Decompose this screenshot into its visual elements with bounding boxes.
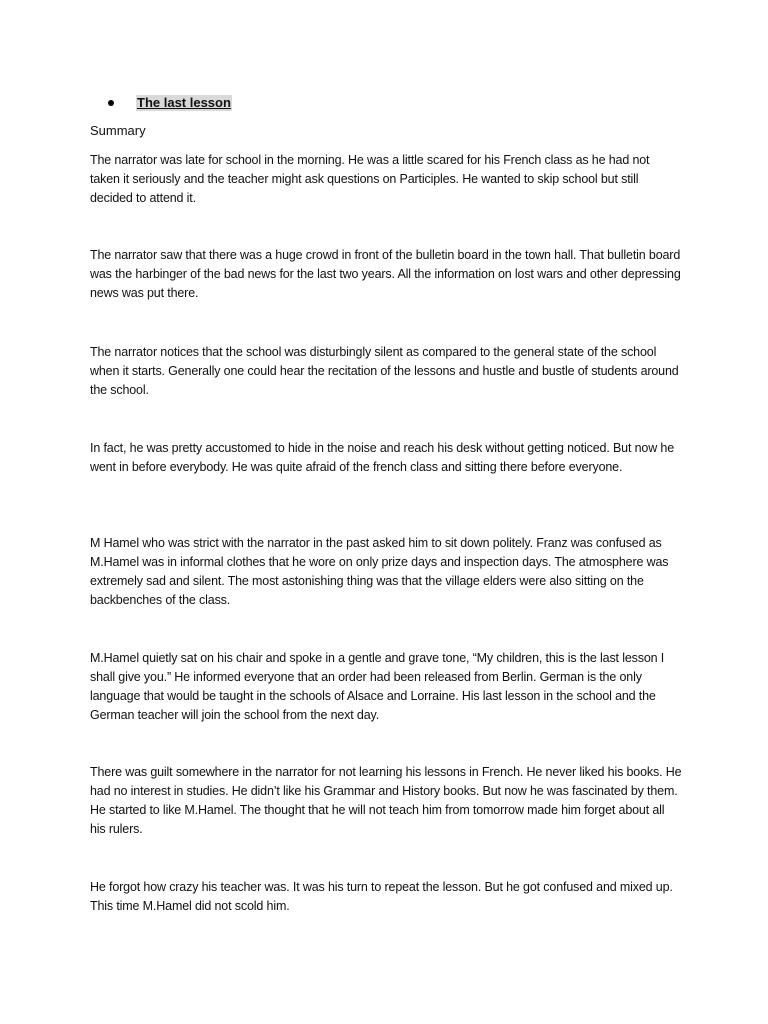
- paragraph: In fact, he was pretty accustomed to hide in the noise and reach his desk without getting noticed. But now he went in before everybody. He was quite afraid of the french class and sitting there before everyone.: [90, 441, 675, 474]
- document-heading: The last lesson: [137, 95, 231, 110]
- paragraph: M Hamel who was strict with the narrator in the past asked him to sit down politely. Franz was confused as M.Hamel was in informal clothes that he wore on only prize days and inspection days. The atmosphere was extremely sad and silent. The most astonishing thing was that the village elders were also sitting on the backbenches of the class.: [90, 536, 669, 607]
- paragraph: The narrator saw that there was a huge crowd in front of the bulletin board in the town hall. That bulletin board was the harbinger of the bad news for the last two years. All the information on lost wars and other depressing news was put there.: [90, 248, 681, 300]
- paragraph: The narrator notices that the school was disturbingly silent as compared to the general state of the school when it starts. Generally one could hear the recitation of the lessons and hustle and bustle of students around the school.: [90, 345, 679, 397]
- paragraph: There was guilt somewhere in the narrator for not learning his lessons in French. He never liked his books. He had no interest in studies. He didn’t like his Grammar and History books. But now he was fascinated by them. He started to like M.Hamel. The thought that he will not teach him from tomorrow made him forget about all his rulers.: [90, 765, 682, 836]
- paragraph: He forgot how crazy his teacher was. It was his turn to repeat the lesson. But he got confused and mixed up. This time M.Hamel did not scold him.: [90, 880, 673, 913]
- paragraph: The narrator was late for school in the morning. He was a little scared for his French class as he had not taken it seriously and the teacher might ask questions on Participles. He wanted to skip school but still decided to attend it.: [90, 153, 650, 205]
- bullet-icon: [108, 100, 114, 106]
- summary-label: Summary: [90, 123, 146, 138]
- paragraph: M.Hamel quietly sat on his chair and spoke in a gentle and grave tone, “My children, this is the last lesson I shall give you.” He informed everyone that an order had been released from Berlin. German is the only language that would be taught in the schools of Alsace and Lorraine. His last lesson in the school and the German teacher will join the school from the next day.: [90, 651, 665, 722]
- heading-bullet-item: [108, 93, 232, 113]
